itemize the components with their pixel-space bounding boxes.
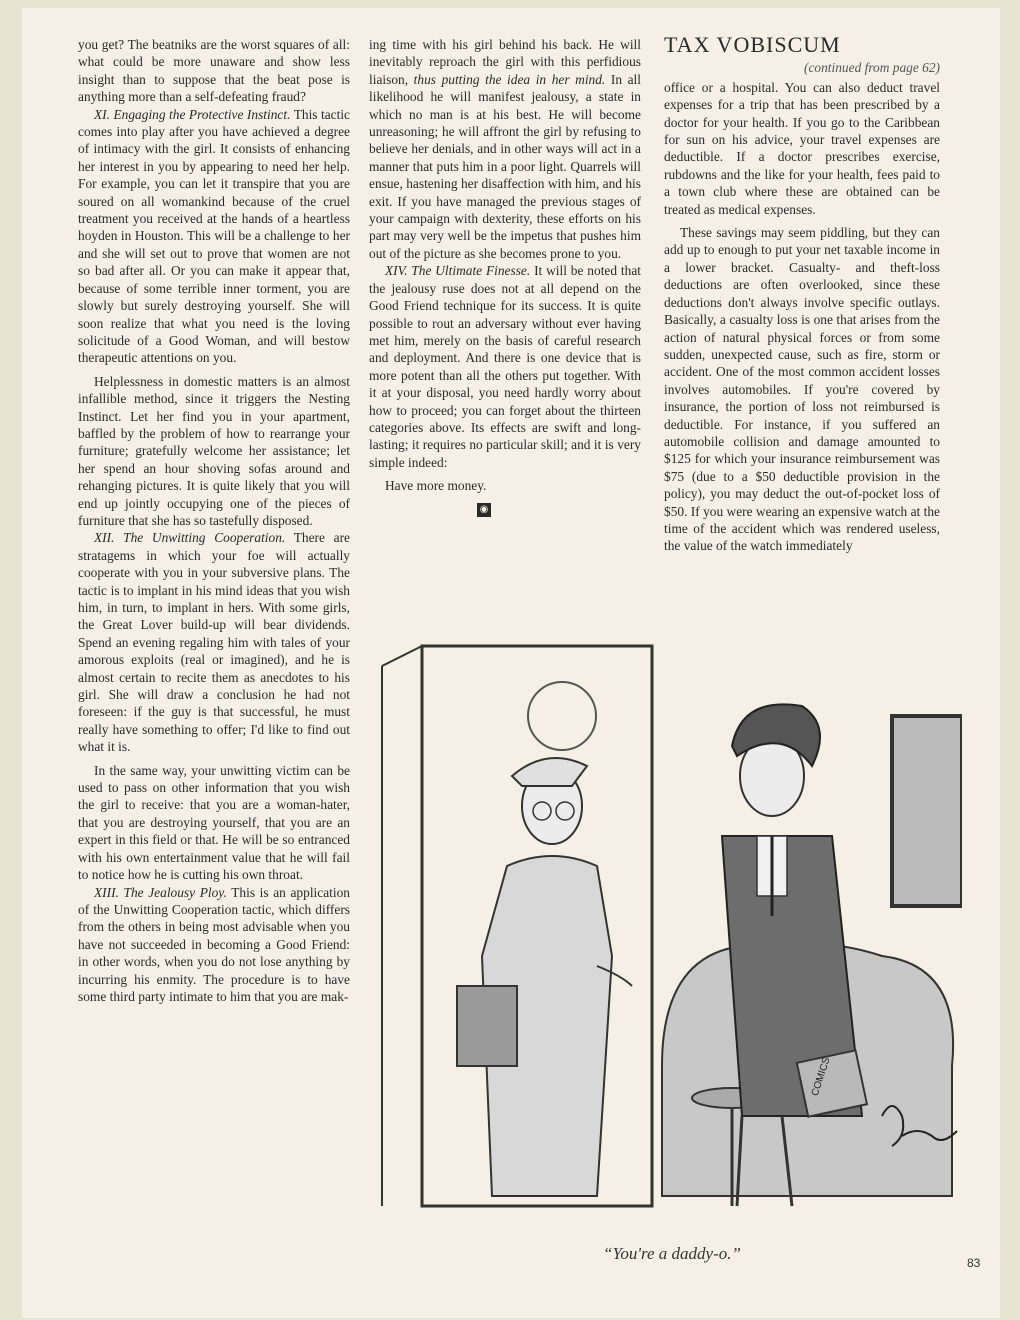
paragraph-body: This is an application of the Unwitting Cooperation tactic, which differs from the others in being most advisable when you have not succeeded in becoming a Good Friend: in other words, when you do not lose anything by incurring his enmity. The procedure is to have some third party intimate to him that you are mak-	[78, 884, 350, 1004]
article-heading: TAX VOBISCUM	[664, 32, 841, 57]
paragraph	[369, 36, 641, 262]
cartoon-caption: “You're a daddy-o.”	[603, 1244, 741, 1263]
cartoon-illustration	[362, 636, 962, 1216]
paragraph	[369, 262, 641, 471]
section-title: XIII. The Jealousy Ploy.	[94, 884, 227, 900]
paragraph: you get? The beatniks are the worst squares of all: what could be more unaware and show less insight than to suppose that the beat pose is anything more than a self-defeating fraud?	[78, 37, 350, 105]
page-number: 83	[967, 1256, 981, 1270]
paragraph-body: In all likelihood he will manifest jealousy, a state in which no man is at his best. He will become unreasoning; he will affront the girl by refusing to believe her denials, and in other ways will act in a manner that puts him in a poor light. Quarrels will ensue, hastening her disaffection with him, and his exit. If you have managed the previous stages of your campaign with dexterity, these efforts on his part may very well be the impetus that pushes him out of the picture as she becomes prone to you.	[369, 71, 642, 261]
paragraph	[78, 884, 350, 1006]
comic-book-label: COMICS	[809, 1056, 833, 1098]
text-column-1	[78, 36, 350, 1005]
paragraph-body: It will be noted that the jealousy ruse does not at all depend on the Good Friend technique for its success. It is quite possible to rout an adversary without ever having met him, merely on the basis of careful research and deployment. And there is one device that is more potent than all the others put together. With it at your disposal, you need hardly worry about how to proceed; you can forget about the thirteen categories above. Its effects are swift and long-lasting; it requires no particular skill; and it is very simple indeed:	[369, 263, 641, 470]
paragraph-body: ing time with his girl behind his back. He will inevitably reproach the girl with this perfidious liaison,	[369, 37, 641, 87]
paragraph: Helplessness in domestic matters is an almost infallible method, since it triggers the Nesting Instinct. Let her find you in your apartment, baffled by the problem of how to rearrange your furniture; gratefully welcome her assistance; let her spend an hour shoving sofas around and rehanging pictures. It is quite likely that you will end up jointly occupying one of the pieces of furniture that she has so tastefully disposed.	[78, 373, 350, 528]
emphasis: thus putting the idea in her mind.	[413, 71, 606, 87]
section-title: XIV. The Ultimate Finesse.	[385, 263, 531, 279]
paragraph: These savings may seem piddling, but they can add up to enough to put your net taxable income in a lower bracket. Casualty- and theft-loss deductions are often overlooked, since these deductions don't always involve specific outlays. Basically, a casualty loss is one that arises from the action of natural physical forces or from some sudden, unexpected cause, such as fire, storm or accident. One of the most common accident losses involves automobiles. If you're covered by insurance, the portion of loss not reimbursed is deductible. For instance, if you suffered an automobile collision and damage amounted to $125 for which your insurance reimbursement was $75 (due to a $50 deductible provision in the policy), you may deduct the out-of-pocket loss of $50. If you were wearing an expensive watch at the time of the accident which was rendered useless, the value of the watch immediately	[664, 225, 940, 554]
paragraph-body: This tactic comes into play after you have achieved a degree of intimacy with the girl. It consists of enhancing her interest in you by appearing to need her help. For example, you can let it transpire that you are soured on all womankind because of the cruel treatment you received at the hands of a heartless hoyden in Houston. This will be a challenge to her and she will set out to prove that women are not so bad after all. Or you can make it appear that, because of some terrible inner torment, you are slowly but surely destroying yourself. She will soon realize that what you need is the loving solicitude of a Good Woman, and will bestow therapeutic attentions on you.	[78, 106, 350, 366]
magazine-page	[22, 8, 1000, 1318]
paragraph-body: There are stratagems in which your foe will actually cooperate with you in your subversive plans. The tactic is to implant in his mind ideas that you wish him, in turn, to implant in hers. With some girls, the Great Lover build-up will bear dividends. Spend an evening regaling him with tales of your amorous exploits (real or imagined), and he is almost certain to recite them as anecdotes to his girl. She will draw a conclusion he had not foreseen: if the guy is that successful, he must really have something to offer; I'd like to find out what it is.	[78, 530, 350, 755]
paragraph: office or a hospital. You can also deduct travel expenses for a trip that has been prescribed by a doctor for your health. If you go to the Caribbean for sun on his advice, your travel expenses are deductible. If a doctor prescribes exercise, rubdowns and the like for your health, fees paid to a town club where these are obtained can be treated as medical expenses.	[664, 79, 940, 217]
end-mark-icon: ◉	[477, 503, 491, 517]
text-column-3	[664, 32, 940, 555]
section-title: XII. The Unwitting Cooperation.	[94, 530, 286, 546]
section-title: XI. Engaging the Protective Instinct.	[94, 106, 291, 122]
continued-note: (continued from page 62)	[804, 60, 940, 76]
paragraph	[78, 529, 350, 755]
text-column-2	[369, 36, 641, 517]
paragraph	[78, 106, 350, 367]
paragraph: In the same way, your unwitting victim can be used to pass on other information that you wish the girl to receive: that you are a woman-hater, that you are destroying yourself, that you are an expert in this field or that. He will be so entranced with his own entertainment value that he will fail to notice how he is cutting his own throat.	[78, 762, 350, 883]
closing-line: Have more money.	[385, 478, 487, 494]
